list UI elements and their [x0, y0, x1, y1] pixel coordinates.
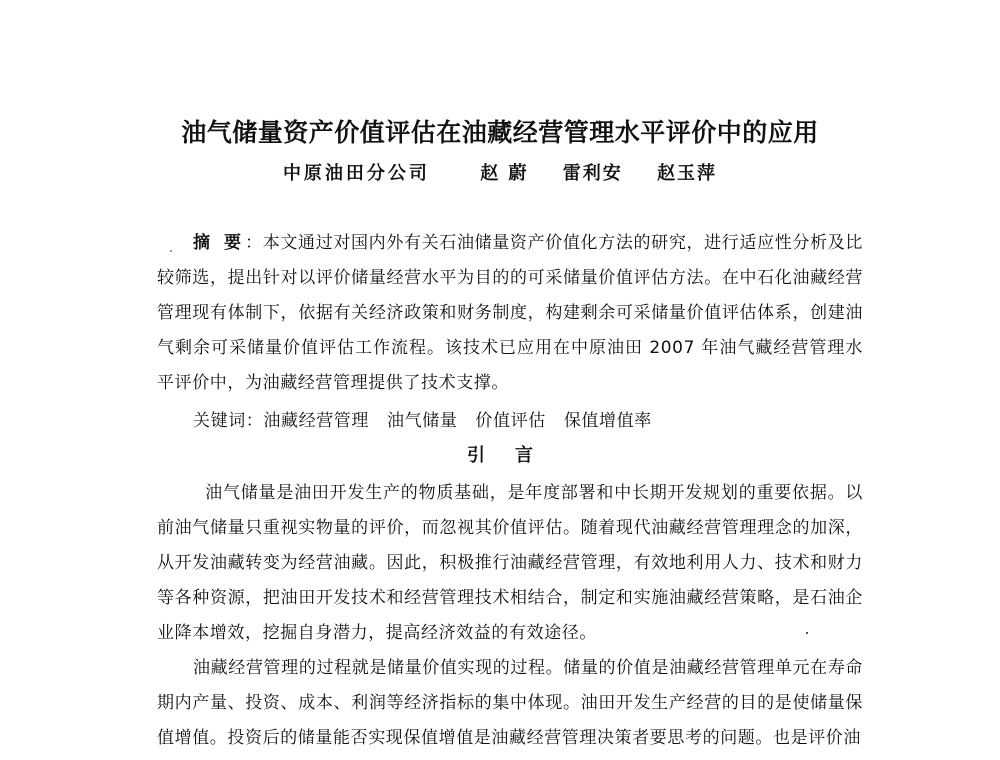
- section-heading: 引言: [467, 445, 563, 466]
- abstract-separator: ：: [245, 233, 263, 253]
- keyword-item: 油气储量: [387, 411, 458, 431]
- paragraph-text: 油藏经营管理的过程就是储量价值实现的过程。储量的价值是油藏经营管理单元在寿命期内产量、投资、成本、利润等经济指标的集中体现。油田开发生产经营的目的是使储量保值增值。投资后的储量能否实现保值增值是油藏经营管理决策者要思考的问题。也是评价油: [157, 658, 863, 748]
- keyword-item: 价值评估: [475, 411, 546, 431]
- author-organization: 中原油田分公司: [282, 163, 430, 184]
- keyword-item: 油藏经营管理: [263, 411, 370, 431]
- author-line: [0, 162, 1000, 186]
- keywords-label: 关键词：: [193, 411, 264, 431]
- paragraph-text: 油气储量是油田开发生产的物质基础，是年度部署和中长期开发规划的重要依据。以前油气储量只重视实物量的评价，而忽视其价值评估。随着现代油藏经营管理理念的加深，从开发油藏转变为经营油藏。因此，积极推行油藏经营管理，有效地利用人力、技术和财力等各种资源，把油田开发技术和经营管理技术相结合，制定和实施油藏经营策略，是石油企业降本增效，挖掘自身潜力，提高经济效益的有效途径。: [157, 483, 863, 643]
- author-name: 赵玉萍: [657, 163, 718, 184]
- paragraph: [157, 651, 863, 756]
- keyword-item: 保值增值率: [563, 411, 652, 431]
- abstract-label: 摘 要: [193, 233, 246, 253]
- abstract: [157, 226, 863, 401]
- scan-speck: [170, 250, 172, 252]
- scan-speck: [806, 632, 808, 634]
- paper-title: 油气储量资产价值评估在油藏经营管理水平评价中的应用: [181, 118, 819, 147]
- abstract-text: 本文通过对国内外有关石油储量资产价值化方法的研究，进行适应性分析及比较筛选，提出针对以评价储量经营水平为目的的可采储量价值评估方法。在中石化油藏经营管理现有体制下，依据有关经济政策和财务制度，构建剩余可采储量价值评估体系，创建油气剩余可采储量价值评估工作流程。该技术已应用在中原油田 2007 年油气藏经营管理水平评价中，为油藏经营管理提供了技术支撑。: [157, 233, 863, 393]
- author-name: 赵 蔚: [480, 163, 529, 184]
- paragraph: [157, 476, 863, 651]
- author-name: 雷利安: [562, 163, 623, 184]
- keywords: [193, 404, 670, 439]
